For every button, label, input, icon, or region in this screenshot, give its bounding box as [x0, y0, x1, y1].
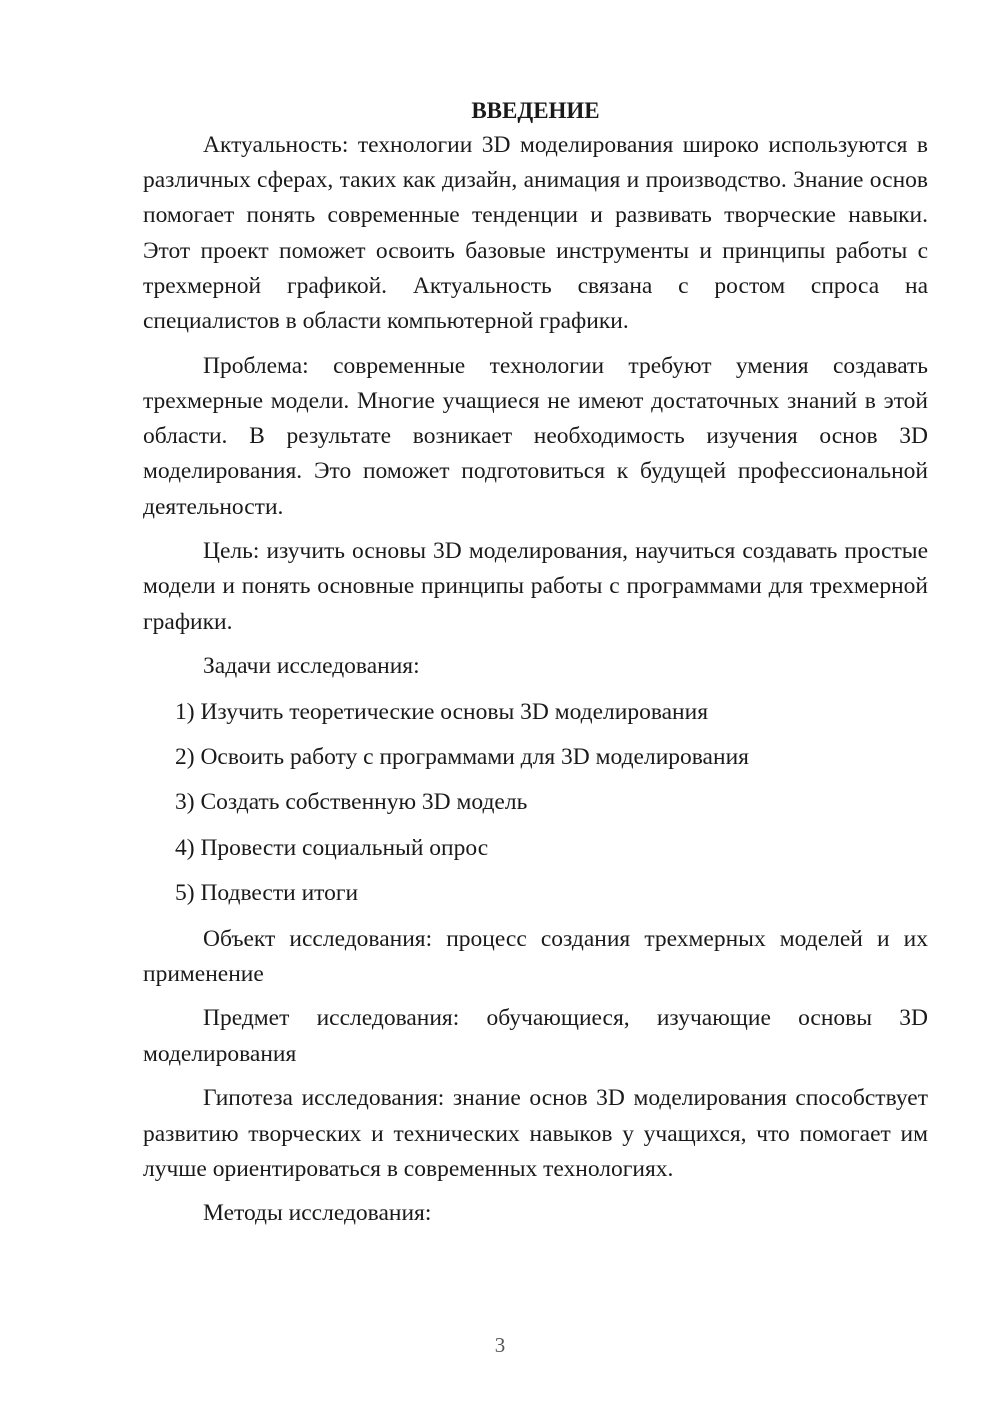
methods-heading: Методы исследования: [203, 1200, 432, 1227]
list-item: 4) Провести социальный опрос [175, 834, 489, 861]
list-item: 1) Изучить теоретические основы 3D моделирования [175, 698, 709, 725]
tasks-heading: Задачи исследования: [203, 653, 420, 680]
relevance-paragraph: Актуальность: технологии 3D моделирования широко используются в различных сферах, таких как дизайн, анимация и производство. Знание основ помогает понять современные тенденции и развивать творческие навыки. Этот проект поможет освоить базовые инструменты и принципы работы с трехмерной графикой. Актуальность связана с ростом спроса на специалистов в области компьютерной графики. [143, 132, 928, 335]
list-item: 2) Освоить работу с программами для 3D моделирования [175, 743, 749, 770]
page-title: ВВЕДЕНИЕ [471, 98, 600, 123]
goal-paragraph: Цель: изучить основы 3D моделирования, научиться создавать простые модели и понять основные принципы работы с программами для трехмерной графики. [143, 538, 928, 635]
subject-paragraph: Предмет исследования: обучающиеся, изучающие основы 3D моделирования [143, 1005, 928, 1067]
page-content [143, 93, 928, 1242]
tasks-list [143, 695, 928, 912]
list-item: 3) Создать собственную 3D модель [175, 789, 528, 816]
hypothesis-paragraph: Гипотеза исследования: знание основ 3D моделирования способствует развитию творческих и технических навыков у учащихся, что помогает им лучше ориентироваться в современных технологиях. [143, 1085, 928, 1182]
problem-paragraph: Проблема: современные технологии требуют умения создавать трехмерные модели. Многие учащиеся не имеют достаточных знаний в этой области. В результате возникает необходимость изучения основ 3D моделирования. Это поможет подготовиться к будущей профессиональной деятельности. [143, 352, 928, 520]
page-number: 3 [494, 1333, 506, 1357]
list-item: 5) Подвести итоги [175, 880, 359, 907]
object-paragraph: Объект исследования: процесс создания трехмерных моделей и их применение [143, 925, 928, 987]
